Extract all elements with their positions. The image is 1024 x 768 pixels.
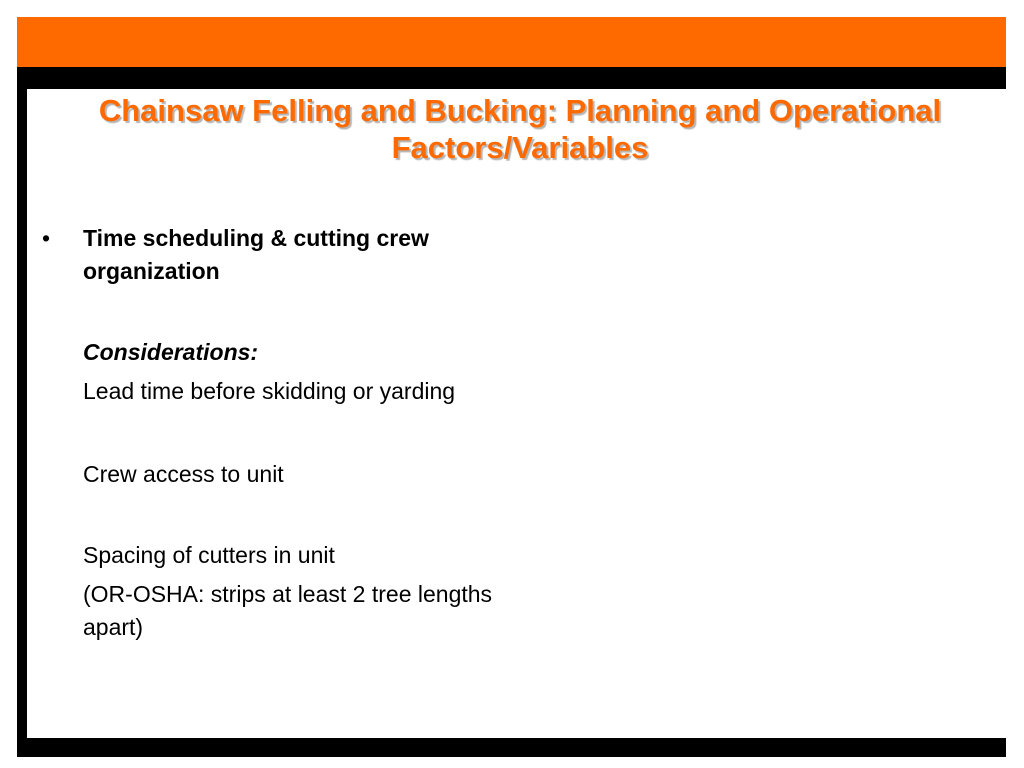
bullet-dot-icon: •	[42, 225, 51, 251]
considerations-label: Considerations:	[83, 339, 259, 365]
left-black-border	[17, 89, 27, 757]
slide-title: Chainsaw Felling and Bucking: Planning and Operational Factors/Variables	[98, 93, 942, 165]
top-black-band	[17, 67, 1006, 89]
consideration-item-lead-time: Lead time before skidding or yarding	[83, 378, 456, 404]
bottom-black-band	[17, 738, 1006, 757]
consideration-item-spacing: Spacing of cutters in unit	[83, 542, 335, 568]
bullet-item	[42, 222, 502, 288]
consideration-item-or-osha-note: (OR-OSHA: strips at least 2 tree lengths apart)	[83, 581, 493, 640]
slide-content	[42, 222, 502, 644]
consideration-item-crew-access: Crew access to unit	[83, 461, 284, 487]
top-orange-banner	[17, 17, 1006, 67]
bullet-heading: Time scheduling & cutting crew organization	[83, 225, 429, 284]
